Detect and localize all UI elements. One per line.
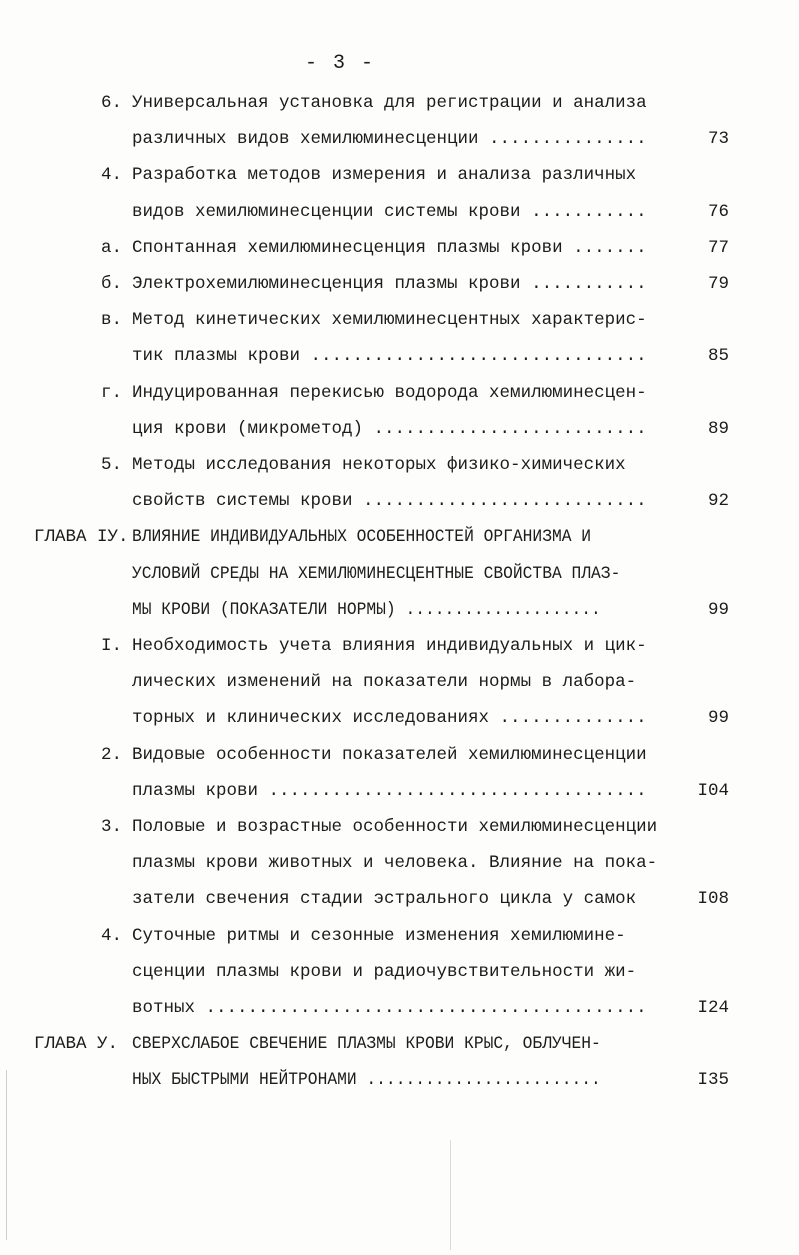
section-number: 5.: [100, 455, 122, 475]
page-ref: I08: [697, 889, 729, 910]
toc-line: [0, 1065, 799, 1095]
page-ref: I04: [697, 780, 729, 801]
page-ref: 76: [707, 201, 729, 222]
toc-entry-text: НЫХ БЫСТРЫМИ НЕЙТРОНАМИ ........................: [132, 1070, 601, 1091]
page-number: - 3 -: [304, 52, 375, 75]
toc-line: [0, 341, 799, 371]
toc-line: [0, 378, 799, 408]
chapter-label: ГЛАВА IУ.: [34, 527, 129, 548]
section-number: б.: [100, 274, 122, 294]
toc-line: [0, 595, 799, 625]
toc-line: [0, 740, 799, 770]
toc-line: [0, 124, 799, 154]
toc-line: [0, 812, 799, 842]
toc-line: [0, 197, 799, 227]
toc-line: [0, 486, 799, 516]
toc-line: [0, 921, 799, 951]
toc-entry-text: Суточные ритмы и сезонные изменения хемилюмине-: [132, 925, 626, 946]
toc-line: [0, 667, 799, 697]
section-number: 3.: [100, 817, 122, 837]
toc-entry-text: ция крови (микрометод) ..........................: [132, 418, 647, 439]
toc-line: [0, 450, 799, 480]
page-ref: 99: [707, 708, 729, 729]
toc-line: [0, 631, 799, 661]
toc-line: [0, 522, 799, 552]
toc-entry-text: видов хемилюминесценции системы крови ...........: [132, 201, 647, 222]
chapter-title: СВЕРХСЛАБОЕ СВЕЧЕНИЕ ПЛАЗМЫ КРОВИ КРЫС, ОБЛУЧЕН-: [132, 1034, 601, 1055]
toc-line: [0, 160, 799, 190]
toc-entry-text: Метод кинетических хемилюминесцентных характерис-: [132, 310, 647, 331]
page-ref: 73: [707, 129, 729, 150]
toc-entry-text: плазмы крови ....................................: [132, 780, 647, 801]
toc-line: [0, 884, 799, 914]
section-number: в.: [100, 310, 122, 331]
section-number: г.: [100, 382, 122, 403]
toc-entry-text: свойств системы крови ...........................: [132, 491, 647, 512]
page-ref: I24: [697, 998, 729, 1018]
chapter-label: ГЛАВА У.: [34, 1034, 119, 1055]
section-number: а.: [100, 237, 122, 258]
page-ref: 99: [707, 599, 729, 620]
toc-line: [0, 993, 799, 1023]
toc-entry-text: Электрохемилюминесценция плазмы крови ...........: [132, 274, 647, 294]
toc-entry-text: Универсальная установка для регистрации и анализа: [132, 93, 647, 113]
toc-entry-text: затели свечения стадии эстрального цикла у самок: [132, 889, 637, 910]
toc-line: [0, 703, 799, 733]
toc-line: [0, 559, 799, 589]
toc-entry-text: плазмы крови животных и человека. Влияние на пока-: [132, 853, 658, 874]
toc-line: [0, 269, 799, 299]
toc-line: [0, 848, 799, 878]
toc-entry-text: МЫ КРОВИ (ПОКАЗАТЕЛИ НОРМЫ) ....................: [132, 599, 601, 620]
section-number: 4.: [100, 165, 122, 186]
toc-line: [0, 776, 799, 806]
page-ref: 79: [707, 274, 729, 294]
section-number: 4.: [100, 925, 122, 946]
toc-entry-text: торных и клинических исследованиях ..............: [132, 708, 647, 729]
section-number: 2.: [100, 744, 122, 765]
page-ref: 85: [707, 346, 729, 367]
toc-entry-text: Спонтанная хемилюминесценция плазмы крови .......: [132, 237, 647, 258]
toc-entry-text: Половые и возрастные особенности хемилюминесценции: [132, 817, 658, 837]
toc-line: [0, 305, 799, 335]
page-ref: 92: [707, 491, 729, 512]
toc-entry-text: Разработка методов измерения и анализа различных: [132, 165, 637, 186]
toc-entry-text: тик плазмы крови ................................: [132, 346, 647, 367]
page-ref: 89: [707, 418, 729, 439]
toc-entry-text: Видовые особенности показателей хемилюминесценции: [132, 744, 647, 765]
toc-entry-text: лических изменений на показатели нормы в лабора-: [132, 672, 637, 693]
toc-line: [0, 1029, 799, 1059]
toc-line: [0, 957, 799, 987]
toc-line: [0, 414, 799, 444]
toc-line: [0, 88, 799, 118]
toc-entry-text: различных видов хемилюминесценции ...............: [132, 129, 647, 150]
fold-mark: [450, 1140, 451, 1250]
section-number: 6.: [100, 93, 122, 113]
toc-entry-text: сценции плазмы крови и радиочувствительности жи-: [132, 961, 637, 982]
page-ref: 77: [707, 237, 729, 258]
toc-line: [0, 233, 799, 263]
toc-entry-text: вотных ..........................................: [132, 998, 647, 1018]
toc-entry-text: Методы исследования некоторых физико-химических: [132, 455, 626, 475]
toc-entry-text: Необходимость учета влияния индивидуальных и цик-: [132, 636, 647, 656]
toc-entry-text: УСЛОВИЙ СРЕДЫ НА ХЕМИЛЮМИНЕСЦЕНТНЫЕ СВОЙСТВА ПЛАЗ-: [132, 563, 621, 584]
page-ref: I35: [697, 1070, 729, 1091]
margin-rule: [6, 1070, 7, 1240]
toc-entry-text: Индуцированная перекисью водорода хемилюминесцен-: [132, 382, 647, 403]
section-number: I.: [100, 636, 122, 656]
chapter-title: ВЛИЯНИЕ ИНДИВИДУАЛЬНЫХ ОСОБЕННОСТЕЙ ОРГАНИЗМА И: [132, 527, 592, 548]
